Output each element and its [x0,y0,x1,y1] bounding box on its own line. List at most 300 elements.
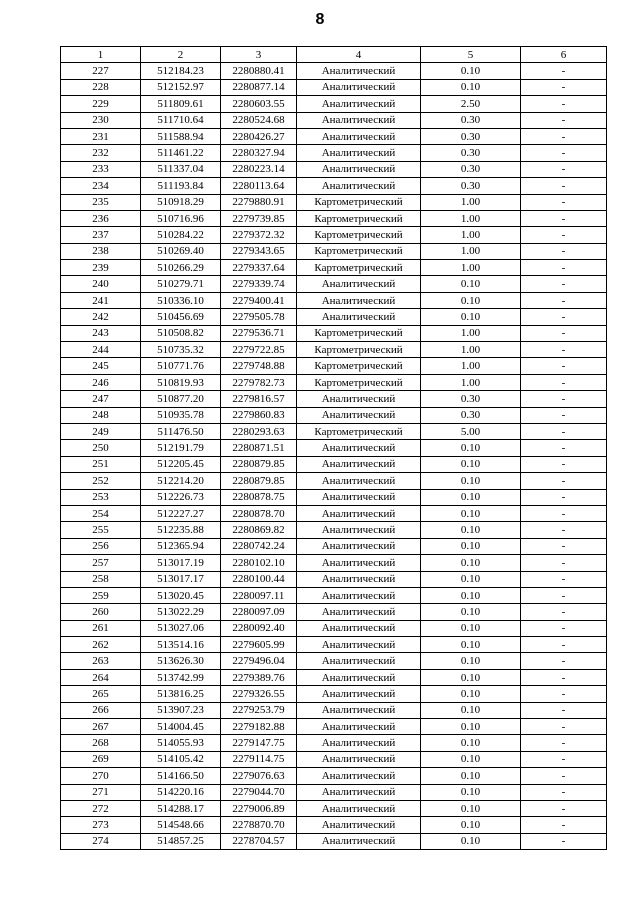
y-coordinate-cell: 2279006.89 [221,800,297,816]
accuracy-cell: 1.00 [421,374,521,390]
accuracy-cell: 1.00 [421,342,521,358]
method-cell: Картометрический [297,358,421,374]
point-number-cell: 232 [61,145,141,161]
point-number-cell: 228 [61,79,141,95]
method-cell: Аналитический [297,522,421,538]
accuracy-cell: 1.00 [421,227,521,243]
table-row [61,571,607,587]
x-coordinate-cell: 510269.40 [141,243,221,259]
method-cell: Аналитический [297,571,421,587]
table-row [61,604,607,620]
table-row [61,751,607,767]
point-number-cell: 229 [61,96,141,112]
y-coordinate-cell: 2279748.88 [221,358,297,374]
table-row [61,210,607,226]
method-cell: Аналитический [297,702,421,718]
table-row [61,145,607,161]
point-number-cell: 268 [61,735,141,751]
accuracy-cell: 0.10 [421,719,521,735]
point-number-cell: 231 [61,128,141,144]
y-coordinate-cell: 2280878.75 [221,489,297,505]
method-cell: Аналитический [297,391,421,407]
table-row [61,260,607,276]
note-cell: - [521,620,607,636]
table-row [61,522,607,538]
method-cell: Аналитический [297,112,421,128]
method-cell: Аналитический [297,719,421,735]
y-coordinate-cell: 2279505.78 [221,309,297,325]
table-row [61,128,607,144]
accuracy-cell: 0.10 [421,456,521,472]
method-cell: Аналитический [297,96,421,112]
note-cell: - [521,440,607,456]
method-cell: Картометрический [297,260,421,276]
table-row [61,178,607,194]
accuracy-cell: 0.10 [421,292,521,308]
point-number-cell: 255 [61,522,141,538]
point-number-cell: 273 [61,817,141,833]
y-coordinate-cell: 2278704.57 [221,833,297,849]
method-cell: Аналитический [297,751,421,767]
y-coordinate-cell: 2280878.70 [221,505,297,521]
accuracy-cell: 0.10 [421,522,521,538]
accuracy-cell: 1.00 [421,358,521,374]
point-number-cell: 272 [61,800,141,816]
accuracy-cell: 2.50 [421,96,521,112]
y-coordinate-cell: 2280879.85 [221,473,297,489]
x-coordinate-cell: 513017.17 [141,571,221,587]
point-number-cell: 267 [61,719,141,735]
x-coordinate-cell: 513816.25 [141,686,221,702]
x-coordinate-cell: 514166.50 [141,768,221,784]
accuracy-cell: 0.30 [421,391,521,407]
point-number-cell: 247 [61,391,141,407]
table-row [61,538,607,554]
method-cell: Аналитический [297,637,421,653]
note-cell: - [521,374,607,390]
accuracy-cell: 0.10 [421,63,521,79]
accuracy-cell: 0.10 [421,784,521,800]
table-row [61,374,607,390]
table-row [61,653,607,669]
x-coordinate-cell: 511193.84 [141,178,221,194]
method-cell: Картометрический [297,210,421,226]
point-number-cell: 236 [61,210,141,226]
x-coordinate-cell: 512152.97 [141,79,221,95]
table-row [61,407,607,423]
note-cell: - [521,768,607,784]
method-cell: Аналитический [297,309,421,325]
column-header: 2 [141,47,221,63]
accuracy-cell: 0.10 [421,309,521,325]
y-coordinate-cell: 2279114.75 [221,751,297,767]
table-row [61,243,607,259]
method-cell: Аналитический [297,800,421,816]
point-number-cell: 244 [61,342,141,358]
accuracy-cell: 0.10 [421,79,521,95]
point-number-cell: 237 [61,227,141,243]
method-cell: Аналитический [297,292,421,308]
table-row [61,686,607,702]
note-cell: - [521,227,607,243]
x-coordinate-cell: 512226.73 [141,489,221,505]
y-coordinate-cell: 2279337.64 [221,260,297,276]
note-cell: - [521,800,607,816]
y-coordinate-cell: 2280113.64 [221,178,297,194]
page-number: 8 [315,11,325,28]
x-coordinate-cell: 514105.42 [141,751,221,767]
x-coordinate-cell: 510284.22 [141,227,221,243]
y-coordinate-cell: 2280880.41 [221,63,297,79]
accuracy-cell: 0.10 [421,702,521,718]
point-number-cell: 235 [61,194,141,210]
table-row [61,96,607,112]
point-number-cell: 259 [61,587,141,603]
column-header: 1 [61,47,141,63]
point-number-cell: 257 [61,555,141,571]
note-cell: - [521,260,607,276]
method-cell: Аналитический [297,784,421,800]
table-row [61,817,607,833]
x-coordinate-cell: 514004.45 [141,719,221,735]
accuracy-cell: 0.30 [421,112,521,128]
y-coordinate-cell: 2279400.41 [221,292,297,308]
x-coordinate-cell: 514220.16 [141,784,221,800]
method-cell: Картометрический [297,325,421,341]
point-number-cell: 264 [61,669,141,685]
column-header: 4 [297,47,421,63]
y-coordinate-cell: 2280877.14 [221,79,297,95]
y-coordinate-cell: 2280223.14 [221,161,297,177]
y-coordinate-cell: 2279880.91 [221,194,297,210]
y-coordinate-cell: 2279343.65 [221,243,297,259]
table-row [61,505,607,521]
y-coordinate-cell: 2279326.55 [221,686,297,702]
method-cell: Аналитический [297,489,421,505]
table-row [61,489,607,505]
table-row [61,735,607,751]
x-coordinate-cell: 510716.96 [141,210,221,226]
table-row [61,391,607,407]
x-coordinate-cell: 512227.27 [141,505,221,521]
note-cell: - [521,505,607,521]
y-coordinate-cell: 2280097.11 [221,587,297,603]
method-cell: Аналитический [297,473,421,489]
x-coordinate-cell: 512191.79 [141,440,221,456]
table-row [61,587,607,603]
method-cell: Аналитический [297,178,421,194]
y-coordinate-cell: 2280293.63 [221,423,297,439]
y-coordinate-cell: 2279605.99 [221,637,297,653]
point-number-cell: 266 [61,702,141,718]
point-number-cell: 239 [61,260,141,276]
point-number-cell: 260 [61,604,141,620]
note-cell: - [521,325,607,341]
y-coordinate-cell: 2279389.76 [221,669,297,685]
x-coordinate-cell: 510918.29 [141,194,221,210]
accuracy-cell: 0.10 [421,489,521,505]
table-row [61,800,607,816]
y-coordinate-cell: 2279182.88 [221,719,297,735]
accuracy-cell: 5.00 [421,423,521,439]
y-coordinate-cell: 2279253.79 [221,702,297,718]
y-coordinate-cell: 2279816.57 [221,391,297,407]
column-header: 5 [421,47,521,63]
table-row [61,637,607,653]
method-cell: Аналитический [297,833,421,849]
method-cell: Аналитический [297,440,421,456]
point-number-cell: 274 [61,833,141,849]
note-cell: - [521,112,607,128]
x-coordinate-cell: 513017.19 [141,555,221,571]
note-cell: - [521,817,607,833]
note-cell: - [521,63,607,79]
y-coordinate-cell: 2279076.63 [221,768,297,784]
y-coordinate-cell: 2278870.70 [221,817,297,833]
note-cell: - [521,686,607,702]
y-coordinate-cell: 2280871.51 [221,440,297,456]
method-cell: Аналитический [297,686,421,702]
method-cell: Картометрический [297,227,421,243]
x-coordinate-cell: 514288.17 [141,800,221,816]
note-cell: - [521,555,607,571]
accuracy-cell: 0.10 [421,620,521,636]
accuracy-cell: 0.10 [421,604,521,620]
y-coordinate-cell: 2280879.85 [221,456,297,472]
y-coordinate-cell: 2280100.44 [221,571,297,587]
x-coordinate-cell: 514548.66 [141,817,221,833]
point-number-cell: 230 [61,112,141,128]
note-cell: - [521,309,607,325]
note-cell: - [521,128,607,144]
table-body [61,63,607,850]
table-row [61,342,607,358]
method-cell: Аналитический [297,538,421,554]
point-number-cell: 243 [61,325,141,341]
method-cell: Аналитический [297,587,421,603]
method-cell: Аналитический [297,669,421,685]
point-number-cell: 269 [61,751,141,767]
method-cell: Картометрический [297,243,421,259]
x-coordinate-cell: 510336.10 [141,292,221,308]
x-coordinate-cell: 510771.76 [141,358,221,374]
method-cell: Аналитический [297,161,421,177]
accuracy-cell: 0.10 [421,555,521,571]
table-row [61,194,607,210]
table-row [61,79,607,95]
x-coordinate-cell: 511337.04 [141,161,221,177]
accuracy-cell: 0.30 [421,407,521,423]
header-row [61,47,607,63]
point-number-cell: 265 [61,686,141,702]
method-cell: Аналитический [297,456,421,472]
accuracy-cell: 0.10 [421,571,521,587]
point-number-cell: 246 [61,374,141,390]
table-row [61,276,607,292]
method-cell: Аналитический [297,604,421,620]
accuracy-cell: 0.30 [421,161,521,177]
accuracy-cell: 0.10 [421,587,521,603]
note-cell: - [521,210,607,226]
note-cell: - [521,587,607,603]
accuracy-cell: 0.30 [421,178,521,194]
table-row [61,719,607,735]
accuracy-cell: 0.10 [421,768,521,784]
accuracy-cell: 0.10 [421,276,521,292]
table-row [61,555,607,571]
point-number-cell: 238 [61,243,141,259]
x-coordinate-cell: 511461.22 [141,145,221,161]
x-coordinate-cell: 510456.69 [141,309,221,325]
method-cell: Аналитический [297,79,421,95]
accuracy-cell: 1.00 [421,260,521,276]
x-coordinate-cell: 511809.61 [141,96,221,112]
note-cell: - [521,653,607,669]
x-coordinate-cell: 512214.20 [141,473,221,489]
x-coordinate-cell: 513514.16 [141,637,221,653]
point-number-cell: 251 [61,456,141,472]
note-cell: - [521,604,607,620]
table-row [61,833,607,849]
x-coordinate-cell: 513626.30 [141,653,221,669]
table-row [61,669,607,685]
note-cell: - [521,833,607,849]
accuracy-cell: 0.10 [421,686,521,702]
table-row [61,309,607,325]
point-number-cell: 242 [61,309,141,325]
note-cell: - [521,79,607,95]
x-coordinate-cell: 514857.25 [141,833,221,849]
method-cell: Аналитический [297,735,421,751]
x-coordinate-cell: 513020.45 [141,587,221,603]
table-row [61,325,607,341]
note-cell: - [521,538,607,554]
x-coordinate-cell: 511710.64 [141,112,221,128]
x-coordinate-cell: 510279.71 [141,276,221,292]
note-cell: - [521,178,607,194]
x-coordinate-cell: 513022.29 [141,604,221,620]
accuracy-cell: 1.00 [421,325,521,341]
note-cell: - [521,423,607,439]
x-coordinate-cell: 510819.93 [141,374,221,390]
x-coordinate-cell: 513907.23 [141,702,221,718]
y-coordinate-cell: 2280869.82 [221,522,297,538]
point-number-cell: 252 [61,473,141,489]
method-cell: Аналитический [297,653,421,669]
x-coordinate-cell: 511476.50 [141,423,221,439]
accuracy-cell: 0.10 [421,653,521,669]
y-coordinate-cell: 2279860.83 [221,407,297,423]
note-cell: - [521,489,607,505]
note-cell: - [521,96,607,112]
point-number-cell: 227 [61,63,141,79]
table-row [61,423,607,439]
method-cell: Картометрический [297,342,421,358]
y-coordinate-cell: 2280097.09 [221,604,297,620]
note-cell: - [521,702,607,718]
x-coordinate-cell: 510877.20 [141,391,221,407]
point-number-cell: 271 [61,784,141,800]
method-cell: Аналитический [297,128,421,144]
note-cell: - [521,391,607,407]
accuracy-cell: 0.10 [421,735,521,751]
note-cell: - [521,456,607,472]
x-coordinate-cell: 513027.06 [141,620,221,636]
method-cell: Аналитический [297,817,421,833]
accuracy-cell: 0.10 [421,800,521,816]
accuracy-cell: 0.10 [421,473,521,489]
accuracy-cell: 0.10 [421,751,521,767]
table-row [61,358,607,374]
note-cell: - [521,161,607,177]
accuracy-cell: 0.10 [421,505,521,521]
accuracy-cell: 1.00 [421,243,521,259]
note-cell: - [521,145,607,161]
accuracy-cell: 0.30 [421,145,521,161]
table-row [61,768,607,784]
x-coordinate-cell: 511588.94 [141,128,221,144]
note-cell: - [521,473,607,489]
method-cell: Картометрический [297,423,421,439]
table-row [61,456,607,472]
x-coordinate-cell: 512205.45 [141,456,221,472]
y-coordinate-cell: 2279739.85 [221,210,297,226]
point-number-cell: 249 [61,423,141,439]
method-cell: Аналитический [297,63,421,79]
point-number-cell: 263 [61,653,141,669]
point-number-cell: 248 [61,407,141,423]
y-coordinate-cell: 2280426.27 [221,128,297,144]
table-row [61,620,607,636]
method-cell: Аналитический [297,768,421,784]
point-number-cell: 270 [61,768,141,784]
table-row [61,63,607,79]
point-number-cell: 262 [61,637,141,653]
y-coordinate-cell: 2279496.04 [221,653,297,669]
point-number-cell: 240 [61,276,141,292]
table-row [61,702,607,718]
table-row [61,473,607,489]
y-coordinate-cell: 2280327.94 [221,145,297,161]
y-coordinate-cell: 2279339.74 [221,276,297,292]
method-cell: Аналитический [297,276,421,292]
x-coordinate-cell: 510266.29 [141,260,221,276]
point-number-cell: 261 [61,620,141,636]
note-cell: - [521,276,607,292]
y-coordinate-cell: 2279044.70 [221,784,297,800]
table-row [61,440,607,456]
x-coordinate-cell: 514055.93 [141,735,221,751]
point-number-cell: 233 [61,161,141,177]
y-coordinate-cell: 2280603.55 [221,96,297,112]
table-header [61,47,607,63]
table-row [61,161,607,177]
note-cell: - [521,784,607,800]
y-coordinate-cell: 2280102.10 [221,555,297,571]
accuracy-cell: 1.00 [421,210,521,226]
accuracy-cell: 0.10 [421,538,521,554]
y-coordinate-cell: 2280742.24 [221,538,297,554]
y-coordinate-cell: 2279372.32 [221,227,297,243]
note-cell: - [521,194,607,210]
accuracy-cell: 0.30 [421,128,521,144]
table-row [61,227,607,243]
table-row [61,292,607,308]
accuracy-cell: 0.10 [421,817,521,833]
note-cell: - [521,358,607,374]
x-coordinate-cell: 510508.82 [141,325,221,341]
accuracy-cell: 0.10 [421,833,521,849]
